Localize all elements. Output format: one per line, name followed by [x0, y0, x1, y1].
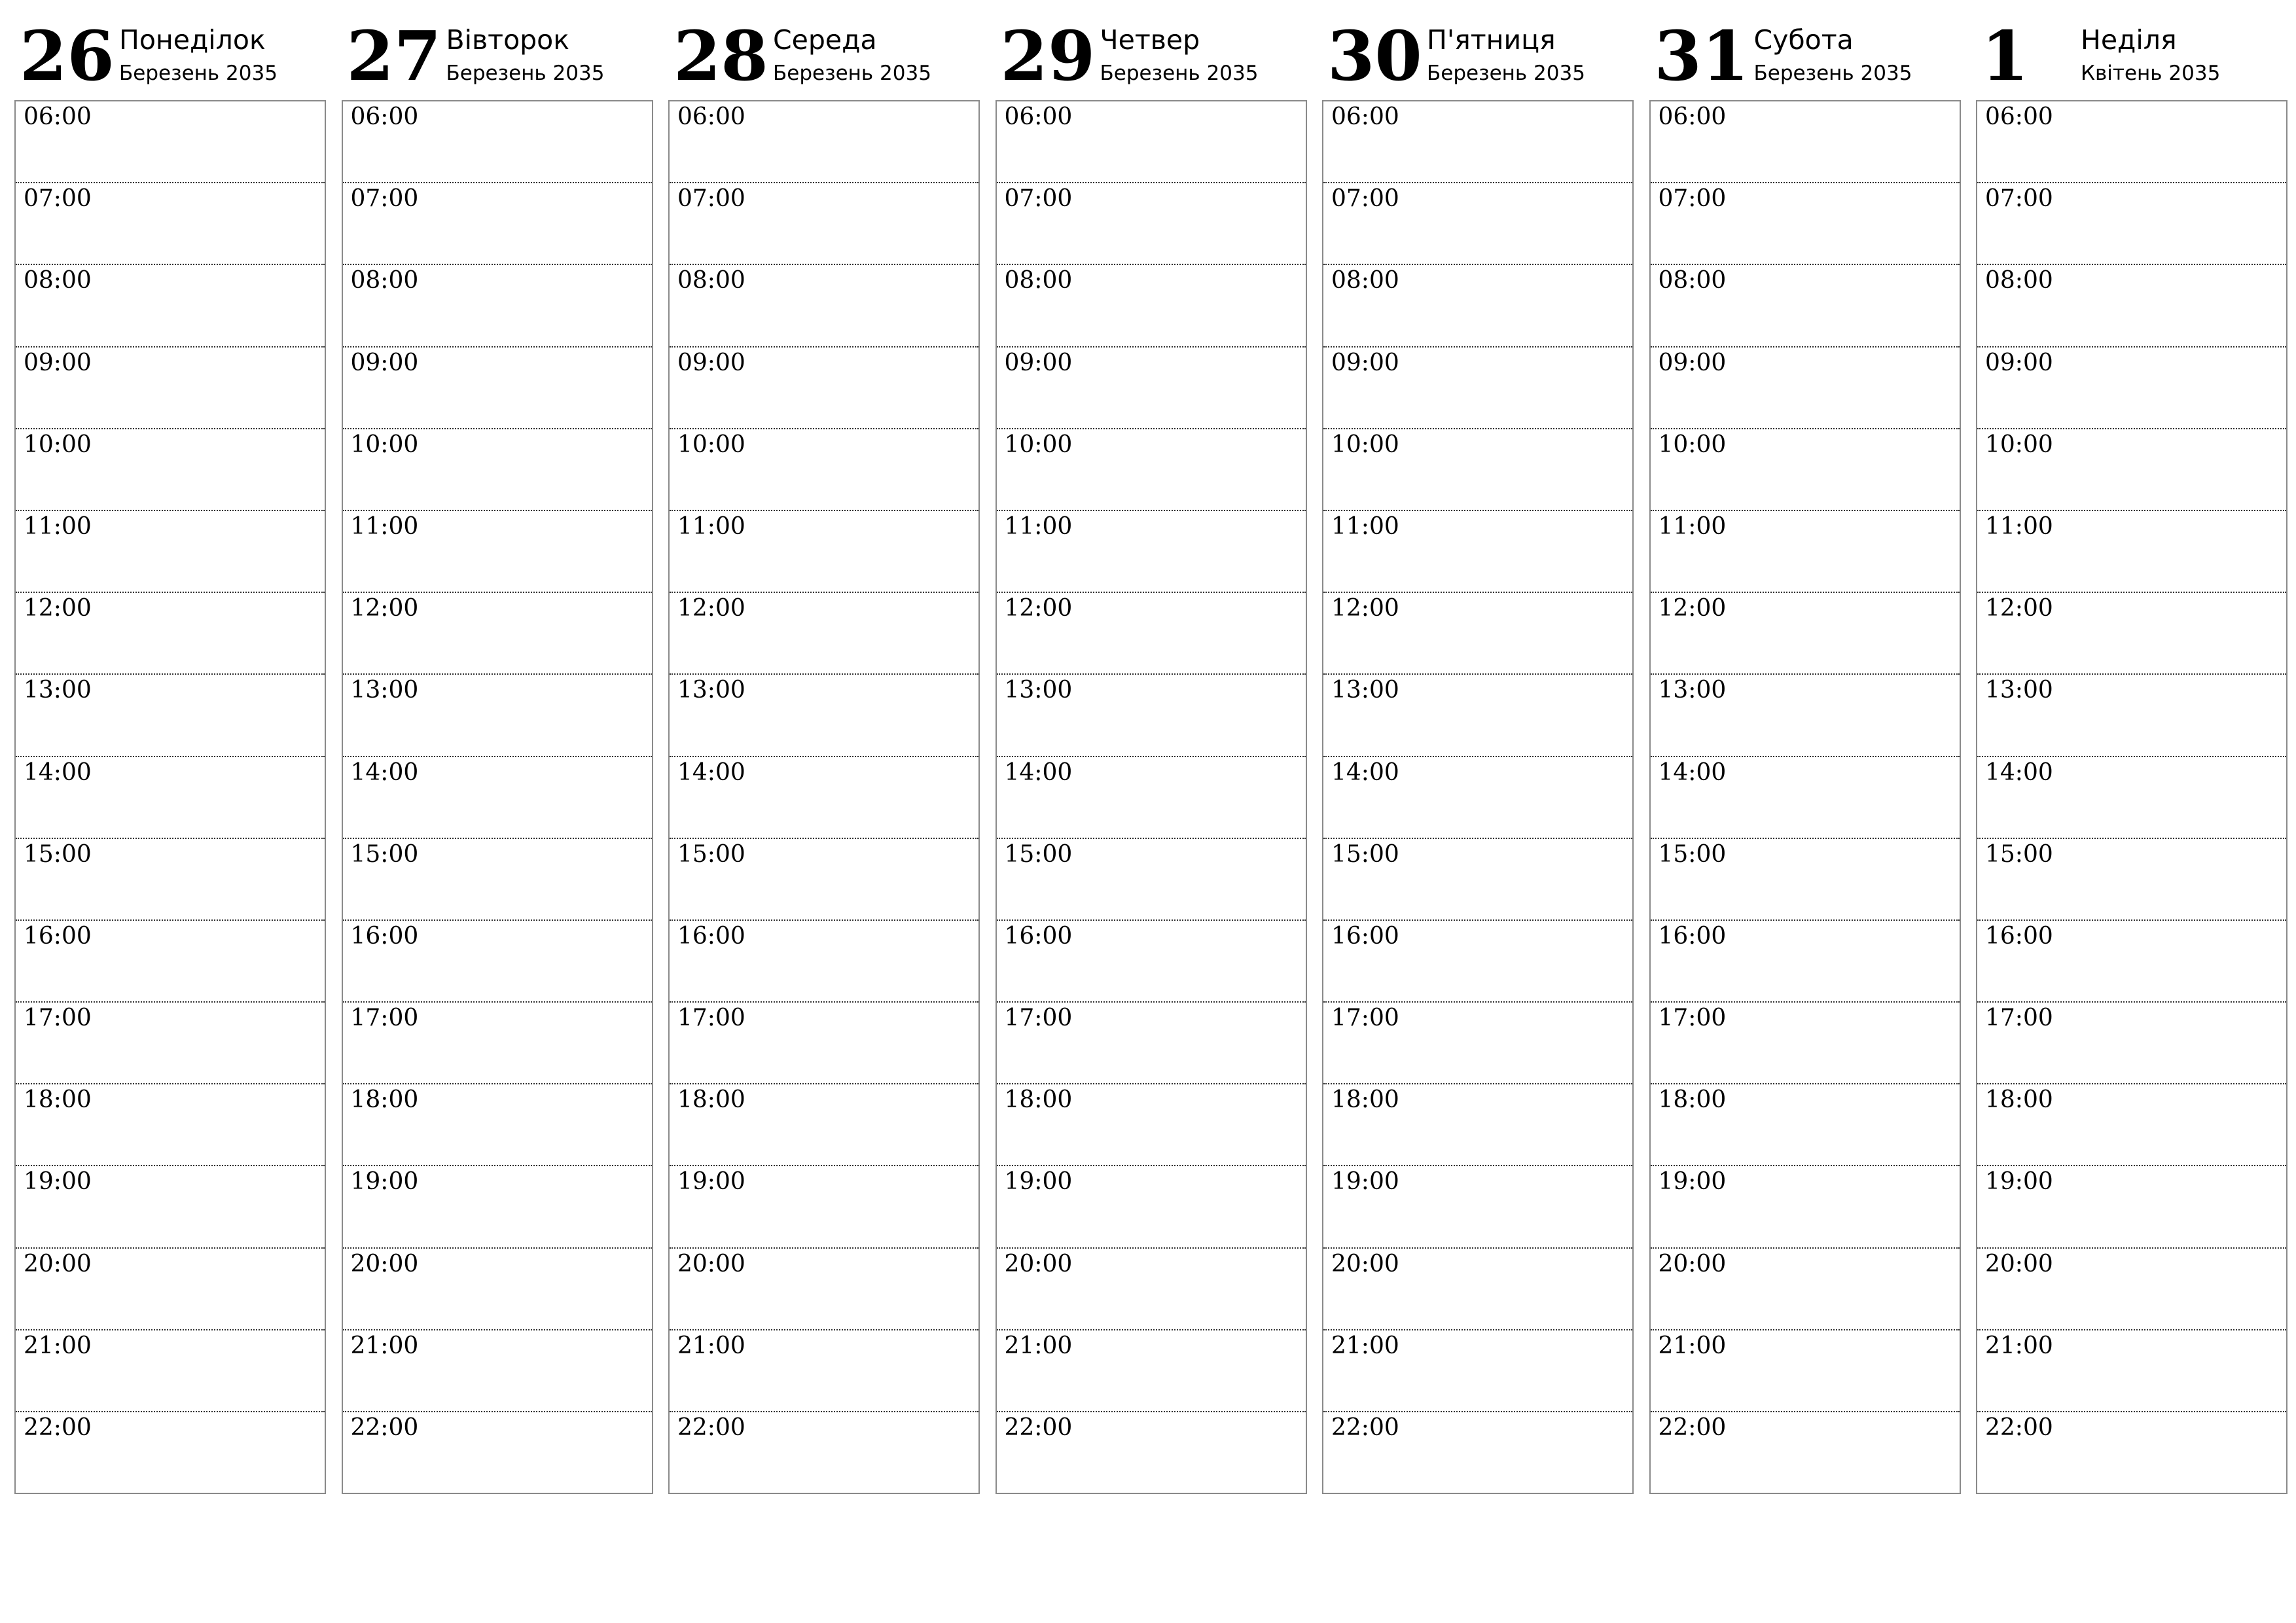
hour-slot	[670, 511, 978, 593]
hour-slot	[16, 593, 325, 675]
day-header	[1322, 0, 1636, 99]
hour-label: 14:00	[1985, 758, 2053, 786]
hour-label: 10:00	[677, 431, 745, 458]
hour-label: 07:00	[350, 185, 419, 213]
hour-slot	[343, 348, 652, 429]
hour-label: 08:00	[350, 267, 419, 294]
hour-label: 09:00	[1985, 349, 2053, 376]
hour-slot	[16, 1166, 325, 1248]
hour-slot	[16, 757, 325, 839]
month-year: Березень 2035	[1100, 62, 1259, 85]
day-header	[1976, 0, 2289, 99]
hour-slot	[670, 1084, 978, 1166]
hour-slots	[1649, 100, 1961, 1494]
day-header	[668, 0, 982, 99]
hour-label: 22:00	[1004, 1414, 1073, 1441]
day-number: 1	[1981, 16, 2029, 96]
weekday-name: Понеділок	[119, 24, 266, 56]
hour-label: 17:00	[677, 1005, 745, 1032]
hour-label: 15:00	[350, 840, 419, 868]
day-number: 26	[20, 16, 115, 96]
hour-label: 20:00	[24, 1250, 92, 1277]
hour-label: 19:00	[24, 1168, 92, 1196]
hour-label: 16:00	[1331, 922, 1399, 950]
hour-slot	[1651, 593, 1960, 675]
hour-slot	[16, 101, 325, 183]
hour-label: 07:00	[1985, 185, 2053, 213]
hour-label: 11:00	[1331, 512, 1399, 540]
hour-label: 06:00	[1985, 103, 2053, 130]
day-column-saturday	[1649, 0, 1963, 1441]
hour-label: 20:00	[1985, 1250, 2053, 1277]
hour-slot	[1651, 183, 1960, 265]
hour-slots	[996, 100, 1307, 1494]
hour-label: 13:00	[350, 677, 419, 704]
hour-slots	[342, 100, 653, 1494]
day-column-sunday	[1976, 0, 2289, 1441]
hour-slot	[1977, 1330, 2286, 1412]
day-number: 29	[1000, 16, 1096, 96]
hour-slot	[1977, 101, 2286, 183]
hour-slot	[343, 101, 652, 183]
hour-slot	[1651, 101, 1960, 183]
hour-slot	[997, 348, 1306, 429]
hour-label: 08:00	[677, 267, 745, 294]
hour-label: 10:00	[1004, 431, 1073, 458]
hour-label: 22:00	[24, 1414, 92, 1441]
hour-slot	[16, 839, 325, 921]
hour-slot	[997, 183, 1306, 265]
hour-label: 13:00	[24, 677, 92, 704]
hour-label: 21:00	[1331, 1332, 1399, 1359]
hour-slot	[1323, 593, 1632, 675]
hour-label: 12:00	[1004, 595, 1073, 622]
hour-label: 09:00	[350, 349, 419, 376]
hour-label: 09:00	[24, 349, 92, 376]
hour-label: 18:00	[1658, 1086, 1727, 1114]
month-year: Березень 2035	[119, 62, 278, 85]
hour-slot	[343, 1084, 652, 1166]
hour-label: 10:00	[350, 431, 419, 458]
hour-slot	[997, 101, 1306, 183]
hour-label: 13:00	[1331, 677, 1399, 704]
month-year: Березень 2035	[773, 62, 931, 85]
hour-label: 06:00	[350, 103, 419, 130]
hour-slot	[1977, 757, 2286, 839]
hour-slot	[1323, 839, 1632, 921]
hour-slot	[16, 1249, 325, 1330]
hour-label: 18:00	[1004, 1086, 1073, 1114]
hour-slot	[1651, 265, 1960, 347]
hour-slot	[997, 757, 1306, 839]
weekday-name: Четвер	[1100, 24, 1200, 56]
hour-label: 16:00	[1985, 922, 2053, 950]
day-header	[1649, 0, 1963, 99]
hour-label: 15:00	[1331, 840, 1399, 868]
hour-slot	[997, 1330, 1306, 1412]
weekday-name: Середа	[773, 24, 877, 56]
day-column-friday	[1322, 0, 1636, 1441]
hour-label: 22:00	[1658, 1414, 1727, 1441]
hour-slot	[1323, 511, 1632, 593]
hour-slot	[1323, 429, 1632, 511]
hour-slot	[343, 1249, 652, 1330]
hour-slot	[1651, 348, 1960, 429]
hour-label: 13:00	[1985, 677, 2053, 704]
hour-label: 10:00	[1985, 431, 2053, 458]
hour-slots	[14, 100, 326, 1494]
day-column-monday	[14, 0, 328, 1441]
hour-label: 07:00	[1331, 185, 1399, 213]
hour-label: 17:00	[1985, 1005, 2053, 1032]
hour-slot	[343, 511, 652, 593]
hour-label: 14:00	[1004, 758, 1073, 786]
hour-slots	[1976, 100, 2287, 1494]
hour-slot	[343, 265, 652, 347]
hour-label: 21:00	[1658, 1332, 1727, 1359]
hour-slots	[1322, 100, 1634, 1494]
hour-slot	[1323, 348, 1632, 429]
hour-label: 19:00	[350, 1168, 419, 1196]
hour-label: 12:00	[350, 595, 419, 622]
hour-slot	[1651, 757, 1960, 839]
month-year: Березень 2035	[446, 62, 605, 85]
hour-slot	[1977, 839, 2286, 921]
hour-label: 15:00	[24, 840, 92, 868]
hour-label: 19:00	[1331, 1168, 1399, 1196]
hour-label: 09:00	[1331, 349, 1399, 376]
hour-slot	[343, 183, 652, 265]
weekday-name: Субота	[1753, 24, 1854, 56]
hour-label: 22:00	[1331, 1414, 1399, 1441]
hour-label: 22:00	[350, 1414, 419, 1441]
hour-label: 21:00	[1004, 1332, 1073, 1359]
hour-slot	[670, 101, 978, 183]
day-column-wednesday	[668, 0, 982, 1441]
hour-label: 18:00	[677, 1086, 745, 1114]
hour-slot	[997, 429, 1306, 511]
hour-label: 19:00	[1004, 1168, 1073, 1196]
hour-slot	[1323, 757, 1632, 839]
hour-slot	[1651, 1166, 1960, 1248]
hour-label: 17:00	[1331, 1005, 1399, 1032]
hour-slot	[16, 1084, 325, 1166]
hour-slot	[1977, 1412, 2286, 1494]
hour-slot	[670, 183, 978, 265]
hour-label: 09:00	[1004, 349, 1073, 376]
hour-label: 21:00	[24, 1332, 92, 1359]
hour-label: 20:00	[1331, 1250, 1399, 1277]
hour-slot	[1977, 1166, 2286, 1248]
hour-slot	[670, 348, 978, 429]
hour-label: 09:00	[677, 349, 745, 376]
hour-slot	[670, 429, 978, 511]
hour-slot	[1977, 921, 2286, 1003]
hour-label: 20:00	[350, 1250, 419, 1277]
day-header	[996, 0, 1309, 99]
hour-label: 16:00	[677, 922, 745, 950]
hour-slot	[997, 839, 1306, 921]
hour-label: 18:00	[1331, 1086, 1399, 1114]
hour-label: 19:00	[677, 1168, 745, 1196]
hour-slot	[1651, 1249, 1960, 1330]
hour-slot	[1651, 921, 1960, 1003]
hour-slot	[16, 511, 325, 593]
hour-label: 12:00	[1985, 595, 2053, 622]
month-year: Березень 2035	[1427, 62, 1585, 85]
hour-slot	[343, 1412, 652, 1494]
hour-slot	[343, 839, 652, 921]
hour-slot	[1323, 101, 1632, 183]
hour-label: 17:00	[1658, 1005, 1727, 1032]
hour-label: 16:00	[24, 922, 92, 950]
hour-slot	[1651, 1412, 1960, 1494]
hour-slot	[670, 1249, 978, 1330]
hour-label: 06:00	[24, 103, 92, 130]
hour-label: 08:00	[24, 267, 92, 294]
hour-label: 12:00	[1658, 595, 1727, 622]
hour-label: 10:00	[1658, 431, 1727, 458]
hour-slot	[1323, 1249, 1632, 1330]
weekday-name: Вівторок	[446, 24, 570, 56]
hour-slot	[997, 511, 1306, 593]
hour-label: 21:00	[677, 1332, 745, 1359]
hour-slot	[1651, 839, 1960, 921]
hour-slot	[997, 593, 1306, 675]
day-column-tuesday	[342, 0, 655, 1441]
hour-slot	[343, 757, 652, 839]
hour-slot	[343, 1330, 652, 1412]
hour-label: 21:00	[350, 1332, 419, 1359]
hour-label: 17:00	[1004, 1005, 1073, 1032]
hour-label: 18:00	[24, 1086, 92, 1114]
hour-slot	[343, 1166, 652, 1248]
day-column-thursday	[996, 0, 1309, 1441]
hour-slot	[1323, 921, 1632, 1003]
hour-slot	[670, 675, 978, 757]
hour-label: 11:00	[1004, 512, 1073, 540]
hour-label: 17:00	[24, 1005, 92, 1032]
hour-slot	[1651, 675, 1960, 757]
hour-label: 15:00	[1658, 840, 1727, 868]
hour-label: 21:00	[1985, 1332, 2053, 1359]
hour-label: 19:00	[1985, 1168, 2053, 1196]
weekday-name: Неділя	[2081, 24, 2177, 56]
hour-label: 20:00	[1004, 1250, 1073, 1277]
hour-label: 13:00	[677, 677, 745, 704]
hour-slot	[16, 183, 325, 265]
hour-slot	[1323, 675, 1632, 757]
hour-label: 13:00	[1658, 677, 1727, 704]
hour-slots	[668, 100, 980, 1494]
hour-slot	[1977, 675, 2286, 757]
hour-slot	[997, 1249, 1306, 1330]
hour-slot	[670, 921, 978, 1003]
hour-slot	[1977, 265, 2286, 347]
hour-slot	[16, 1330, 325, 1412]
hour-label: 08:00	[1658, 267, 1727, 294]
hour-slot	[670, 265, 978, 347]
hour-slot	[1977, 1084, 2286, 1166]
hour-label: 18:00	[1985, 1086, 2053, 1114]
hour-label: 09:00	[1658, 349, 1727, 376]
hour-slot	[1977, 511, 2286, 593]
hour-slot	[1651, 429, 1960, 511]
hour-label: 20:00	[1658, 1250, 1727, 1277]
hour-label: 16:00	[350, 922, 419, 950]
hour-slot	[1977, 348, 2286, 429]
hour-slot	[997, 1166, 1306, 1248]
hour-label: 08:00	[1331, 267, 1399, 294]
hour-label: 17:00	[350, 1005, 419, 1032]
hour-label: 07:00	[1658, 185, 1727, 213]
hour-label: 14:00	[350, 758, 419, 786]
hour-label: 06:00	[677, 103, 745, 130]
hour-label: 08:00	[1004, 267, 1073, 294]
hour-label: 11:00	[1658, 512, 1727, 540]
hour-slot	[997, 1003, 1306, 1084]
hour-slot	[670, 757, 978, 839]
hour-label: 19:00	[1658, 1168, 1727, 1196]
hour-label: 14:00	[677, 758, 745, 786]
hour-label: 10:00	[24, 431, 92, 458]
hour-slot	[1977, 1003, 2286, 1084]
day-header	[14, 0, 328, 99]
hour-slot	[343, 1003, 652, 1084]
hour-slot	[16, 675, 325, 757]
hour-slot	[1977, 593, 2286, 675]
hour-slot	[1651, 511, 1960, 593]
hour-label: 14:00	[24, 758, 92, 786]
hour-label: 07:00	[1004, 185, 1073, 213]
month-year: Березень 2035	[1753, 62, 1912, 85]
hour-label: 06:00	[1004, 103, 1073, 130]
hour-label: 16:00	[1004, 922, 1073, 950]
hour-label: 14:00	[1658, 758, 1727, 786]
hour-label: 15:00	[1985, 840, 2053, 868]
hour-slot	[1323, 1412, 1632, 1494]
day-number: 28	[673, 16, 768, 96]
hour-label: 16:00	[1658, 922, 1727, 950]
hour-slot	[1323, 183, 1632, 265]
hour-label: 22:00	[1985, 1414, 2053, 1441]
hour-label: 10:00	[1331, 431, 1399, 458]
hour-label: 13:00	[1004, 677, 1073, 704]
day-number: 27	[346, 16, 442, 96]
hour-label: 12:00	[1331, 595, 1399, 622]
hour-slot	[1651, 1330, 1960, 1412]
hour-slot	[670, 839, 978, 921]
hour-slot	[1323, 1166, 1632, 1248]
hour-slot	[670, 593, 978, 675]
hour-slot	[343, 675, 652, 757]
hour-label: 14:00	[1331, 758, 1399, 786]
month-year: Квітень 2035	[2081, 62, 2221, 85]
hour-label: 07:00	[677, 185, 745, 213]
hour-slot	[997, 675, 1306, 757]
hour-slot	[16, 429, 325, 511]
hour-slot	[343, 921, 652, 1003]
hour-slot	[1323, 1003, 1632, 1084]
hour-slot	[1977, 183, 2286, 265]
hour-slot	[1323, 1330, 1632, 1412]
hour-label: 12:00	[677, 595, 745, 622]
hour-slot	[16, 348, 325, 429]
hour-slot	[16, 1003, 325, 1084]
hour-slot	[997, 1412, 1306, 1494]
hour-slot	[1323, 265, 1632, 347]
hour-slot	[1651, 1003, 1960, 1084]
hour-label: 22:00	[677, 1414, 745, 1441]
hour-label: 15:00	[677, 840, 745, 868]
hour-slot	[343, 429, 652, 511]
hour-slot	[16, 1412, 325, 1494]
hour-slot	[16, 265, 325, 347]
hour-slot	[1977, 1249, 2286, 1330]
weekday-name: П'ятниця	[1427, 24, 1556, 56]
hour-slot	[670, 1330, 978, 1412]
hour-slot	[997, 265, 1306, 347]
hour-slot	[670, 1003, 978, 1084]
hour-slot	[16, 921, 325, 1003]
day-number: 30	[1327, 16, 1422, 96]
hour-slot	[997, 1084, 1306, 1166]
hour-slot	[670, 1412, 978, 1494]
hour-slot	[997, 921, 1306, 1003]
hour-label: 07:00	[24, 185, 92, 213]
hour-slot	[1651, 1084, 1960, 1166]
hour-slot	[1323, 1084, 1632, 1166]
day-header	[342, 0, 655, 99]
hour-label: 20:00	[677, 1250, 745, 1277]
hour-label: 11:00	[1985, 512, 2053, 540]
hour-label: 12:00	[24, 595, 92, 622]
hour-label: 11:00	[677, 512, 745, 540]
hour-slot	[343, 593, 652, 675]
day-number: 31	[1654, 16, 1749, 96]
hour-label: 15:00	[1004, 840, 1073, 868]
hour-label: 06:00	[1658, 103, 1727, 130]
hour-label: 18:00	[350, 1086, 419, 1114]
hour-slot	[1977, 429, 2286, 511]
hour-label: 11:00	[24, 512, 92, 540]
hour-label: 11:00	[350, 512, 419, 540]
hour-label: 08:00	[1985, 267, 2053, 294]
hour-label: 06:00	[1331, 103, 1399, 130]
hour-slot	[670, 1166, 978, 1248]
